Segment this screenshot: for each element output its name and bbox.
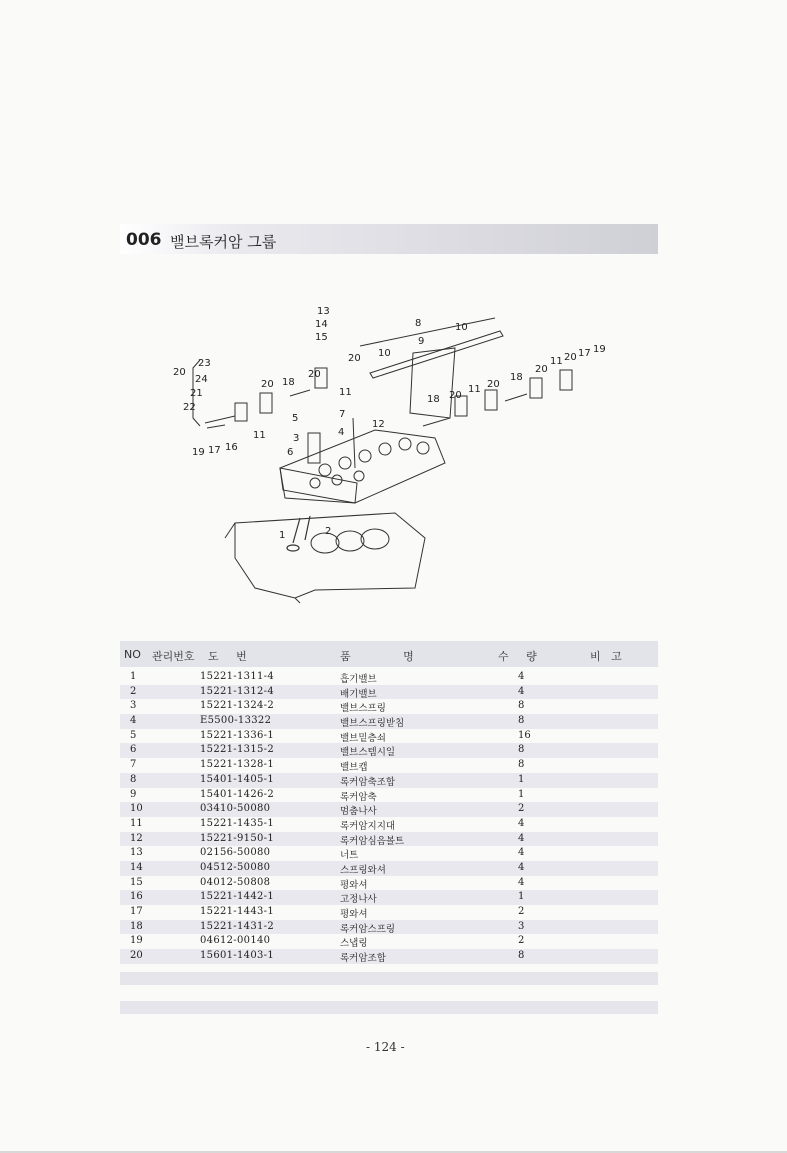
row-quantity: 2 [518,803,525,815]
row-part-number: 15221-1328-1 [200,759,274,771]
header-qty: 수 량 [498,650,537,663]
callout-label: 3 [293,433,300,444]
callout-label: 20 [564,352,577,363]
callout-label: 20 [348,353,361,364]
row-quantity: 8 [518,759,525,771]
row-quantity: 8 [518,744,525,756]
row-quantity: 4 [518,671,525,682]
table-row [120,832,658,847]
row-number: 16 [130,891,143,903]
cylinder-head [280,430,445,503]
row-part-number: 15401-1405-1 [200,773,274,785]
row-part-name: 록커암지지대 [340,820,396,832]
callout-label: 7 [339,409,346,420]
header-note: 비 고 [590,650,622,663]
row-number: 20 [130,950,143,962]
callout-label: 13 [317,306,330,317]
row-part-number: 04512-50080 [200,861,271,873]
row-part-name: 평와셔 [340,909,368,920]
row-number: 14 [130,861,143,873]
row-number: 8 [130,773,137,785]
callout-label: 21 [190,388,203,399]
table-row [120,788,658,803]
callout-label: 20 [261,379,274,390]
table-row [120,846,658,861]
row-part-name: 밸브스프링 [340,703,386,715]
row-quantity: 16 [518,729,531,741]
callout-label: 15 [315,332,328,343]
callout-label: 5 [292,413,299,424]
callout-label: 20 [535,364,548,375]
callout-label: 24 [195,374,208,385]
callout-label: 11 [468,384,481,395]
row-part-number: 15601-1403-1 [200,950,274,962]
row-number: 1 [130,671,137,682]
row-quantity: 1 [518,891,525,903]
row-quantity: 1 [518,773,525,785]
valve-spring-stack [308,418,355,468]
callout-label: 1 [279,530,286,541]
parts-table-header [120,641,658,667]
callout-label: 18 [510,372,523,383]
row-part-number: 15221-1431-2 [200,920,274,932]
callout-label: 14 [315,319,328,330]
callout-labels [173,306,606,541]
callout-label: 18 [282,377,295,388]
row-part-name: 록커암심음볼트 [340,835,405,847]
row-part-number: 15221-1324-2 [200,700,274,712]
row-part-name: 흡기밸브 [340,674,377,685]
header-mgmt-no: 관리번호 [152,650,195,663]
page-number: - 124 - [366,1040,405,1054]
table-row [120,817,658,832]
row-quantity: 1 [518,788,525,800]
table-row [120,949,658,964]
row-quantity: 4 [518,685,525,697]
row-quantity: 3 [518,920,525,932]
callout-label: 20 [308,369,321,380]
row-part-number: 15221-1336-1 [200,729,274,741]
row-part-number: 15221-9150-1 [200,832,274,844]
table-row [120,905,658,920]
parts-table-body [120,670,658,964]
callout-label: 4 [338,427,345,438]
row-part-number: 04012-50808 [200,876,271,888]
table-row [120,934,658,949]
row-part-name: 밸브스프링받침 [340,718,405,730]
table-row [120,876,658,891]
row-quantity: 2 [518,935,525,947]
row-number: 5 [130,729,137,741]
row-part-name: 너트 [340,850,359,862]
row-part-number: 15221-1315-2 [200,744,274,756]
header-part-no: 도 번 [208,650,247,663]
callout-label: 23 [198,358,211,369]
row-part-number: 15401-1426-2 [200,788,274,800]
table-row [120,743,658,758]
row-part-number: E5500-13322 [200,715,272,727]
row-number: 13 [130,847,143,859]
callout-label: 8 [415,318,422,329]
row-number: 17 [130,906,143,917]
callout-label: 16 [225,442,238,453]
table-row [120,773,658,788]
callout-label: 2 [325,526,332,537]
callout-label: 17 [208,445,221,456]
row-part-name: 밸브스템시일 [340,747,396,759]
row-part-name: 밸브밑층쇠 [340,732,386,744]
table-row [120,670,658,685]
section-code: 006 [126,230,162,250]
table-row [120,920,658,935]
row-quantity: 8 [518,715,525,727]
row-quantity: 2 [518,906,525,917]
row-part-name: 스냅링 [340,938,368,950]
row-quantity: 4 [518,847,525,859]
row-number: 15 [130,876,143,888]
callout-label: 19 [593,344,606,355]
callout-label: 9 [418,336,425,347]
row-quantity: 4 [518,861,525,873]
table-row [120,685,658,700]
row-part-name: 스프링와셔 [340,864,386,876]
row-part-number: 15221-1443-1 [200,906,274,917]
row-number: 11 [130,817,143,829]
row-quantity: 4 [518,876,525,888]
table-row [120,861,658,876]
row-number: 2 [130,685,137,697]
row-part-name: 록커암조합 [340,953,386,965]
row-part-number: 15221-1442-1 [200,891,274,903]
table-empty-row [120,1001,658,1014]
row-part-name: 고정나사 [340,894,377,906]
table-row [120,758,658,773]
row-number: 18 [130,920,143,932]
row-part-name: 멈춤나사 [340,806,377,818]
row-number: 6 [130,744,137,756]
table-row [120,802,658,817]
row-part-number: 04612-00140 [200,935,271,947]
table-row [120,890,658,905]
row-number: 9 [130,788,137,800]
row-number: 12 [130,832,143,844]
callout-label: 20 [487,379,500,390]
row-number: 19 [130,935,143,947]
callout-label: 18 [427,394,440,405]
callout-label: 20 [173,367,186,378]
table-row [120,699,658,714]
valves [287,516,310,551]
row-part-name: 배기밸브 [340,688,377,700]
row-part-number: 15221-1312-4 [200,685,274,697]
callout-label: 22 [183,402,196,413]
row-number: 7 [130,759,137,771]
callout-label: 10 [378,348,391,359]
callout-label: 11 [339,387,352,398]
row-part-number: 15221-1435-1 [200,817,274,829]
row-quantity: 8 [518,950,525,962]
row-part-name: 록커암축조합 [340,776,396,788]
callout-label: 11 [253,430,266,441]
callout-label: 12 [372,419,385,430]
header-part-name: 품 명 [340,650,414,663]
row-part-name: 록커암스프링 [340,923,396,935]
row-number: 10 [130,803,143,815]
row-number: 3 [130,700,137,712]
row-quantity: 8 [518,700,525,712]
callout-label: 10 [455,322,468,333]
row-quantity: 4 [518,832,525,844]
table-row [120,714,658,729]
section-title: 밸브록커암 그룹 [170,233,277,251]
row-part-number: 02156-50080 [200,847,271,859]
table-empty-row [120,972,658,985]
row-part-name: 록커암축 [340,791,377,803]
row-part-name: 밸브캡 [340,762,368,774]
table-row [120,729,658,744]
callout-label: 19 [192,447,205,458]
callout-label: 20 [449,390,462,401]
exploded-parts-diagram [165,298,625,618]
callout-label: 11 [550,356,563,367]
row-part-name: 평와셔 [340,879,368,891]
row-part-number: 15221-1311-4 [200,671,274,682]
header-no: NO [124,648,141,661]
callout-label: 17 [578,348,591,359]
row-part-number: 03410-50080 [200,803,271,815]
row-quantity: 4 [518,817,525,829]
callout-label: 6 [287,447,294,458]
row-number: 4 [130,715,137,727]
